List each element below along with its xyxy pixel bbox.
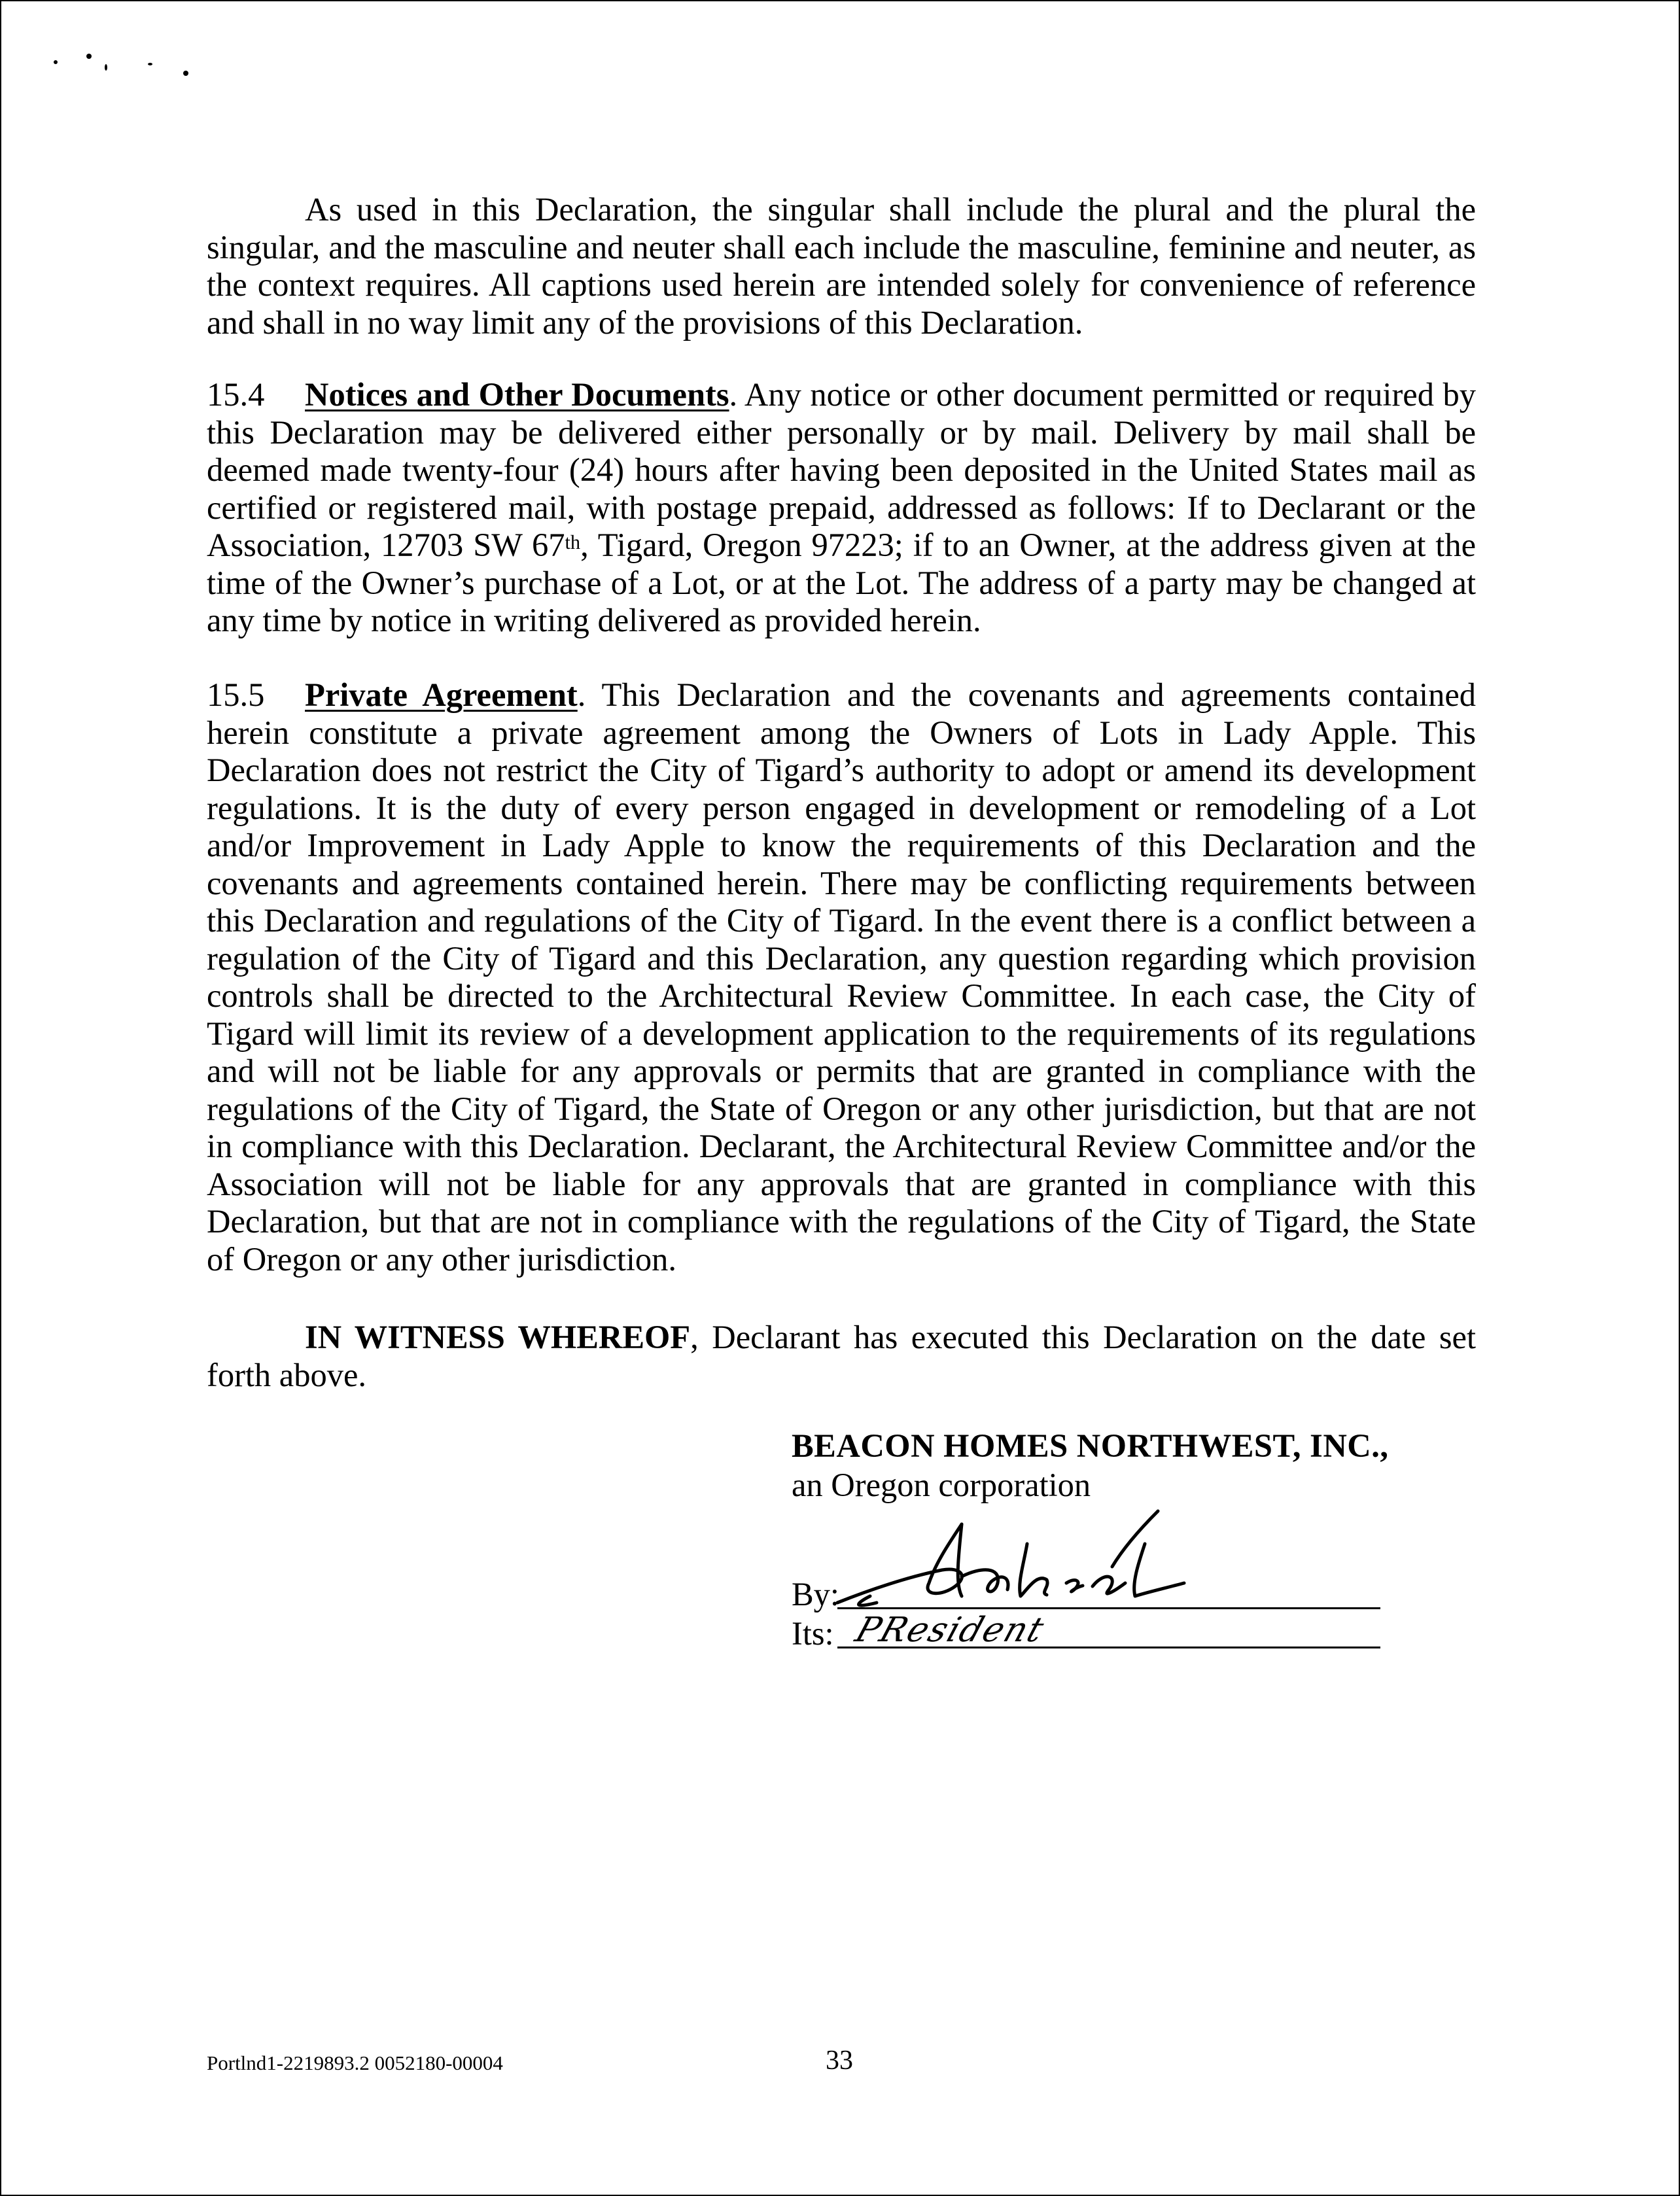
section-heading-private-agreement: Private Agreement xyxy=(305,676,578,713)
page-number: 33 xyxy=(826,2046,853,2076)
section-heading-notices: Notices and Other Documents xyxy=(305,376,729,413)
its-title-handwritten: PResident xyxy=(850,1611,1050,1650)
its-label: Its: xyxy=(792,1615,834,1652)
by-signature-line xyxy=(792,1577,1446,1616)
scan-speck xyxy=(86,54,92,59)
document-reference: Portlnd1-2219893.2 0052180-00004 xyxy=(207,2051,503,2074)
paragraph-15-5: 15.5 Private Agreement. This Declaration and the covenants and agreements contained herein constitute a private agreement among the Owners of Lots in Lady Apple. This Declaration does not restrict the City of Tigard’s authority to adopt or amend its development regulations. It is the duty of every person engaged in development or remodeling of a Lot and/or Improvement in Lady Apple to know the requirements of this Declaration and the covenants and agreements contained herein. There may be conflicting requirements between this Declaration and regulations of the City of Tigard. In the event there is a conflict between a regulation of the City of Tigard and this Declaration, any question regarding which provision controls shall be directed to the Architectural Review Committee. In each case, the City of Tigard will limit its review of a development application to the requirements of its regulations and will not be liable for any approvals or permits that are granted in compliance with the regulations of the City of Tigard, the State of Oregon or any other jurisdiction, but that are not in compliance with this Declaration. Declarant, the Architectural Review Committee and/or the Association will not be liable for any approvals that are granted in compliance with this Declaration, but that are not in compliance with the regulations of the City of Tigard, the State of Oregon or any other jurisdiction. xyxy=(207,676,1476,1278)
company-name: BEACON HOMES NORTHWEST, INC., xyxy=(792,1427,1389,1464)
section-number: 15.4 xyxy=(207,376,265,413)
company-type: an Oregon corporation xyxy=(792,1467,1091,1503)
paragraph-15-4: 15.4 Notices and Other Documents. Any notice or other document permitted or required by this Declaration may be delivered either personally or by mail. Delivery by mail shall be deemed made twenty-four (24) hours after having been deposited in the United States mail as certified or registered mail, with postage prepaid, addressed as follows: If to Declarant or the Association, 12703 SW 67th, Tigard, Oregon 97223; if to an Owner, at the address given at the time of the Owner’s purchase of a Lot, or at the Lot. The address of a party may be changed at any time by notice in writing delivered as provided herein. xyxy=(207,376,1476,638)
scan-speck xyxy=(148,63,152,65)
scan-speck xyxy=(54,60,58,64)
scan-speck xyxy=(183,71,188,76)
witness-lead: IN WITNESS WHEREOF xyxy=(305,1319,691,1355)
scan-speck xyxy=(105,64,107,71)
paragraph-witness: IN WITNESS WHEREOF, Declarant has executed this Declaration on the date set forth above. xyxy=(207,1319,1476,1393)
section-number: 15.5 xyxy=(207,676,265,713)
paragraph-intro: As used in this Declaration, the singular shall include the plural and the plural the singular, and the masculine and neuter shall each include the masculine, feminine and neuter, as the context requires. All captions used herein are intended solely for convenience of reference and shall in no way limit any of the provisions of this Declaration. xyxy=(207,191,1476,341)
by-rule xyxy=(837,1607,1380,1609)
by-label: By: xyxy=(792,1576,839,1612)
signature-block xyxy=(792,1426,1446,1505)
